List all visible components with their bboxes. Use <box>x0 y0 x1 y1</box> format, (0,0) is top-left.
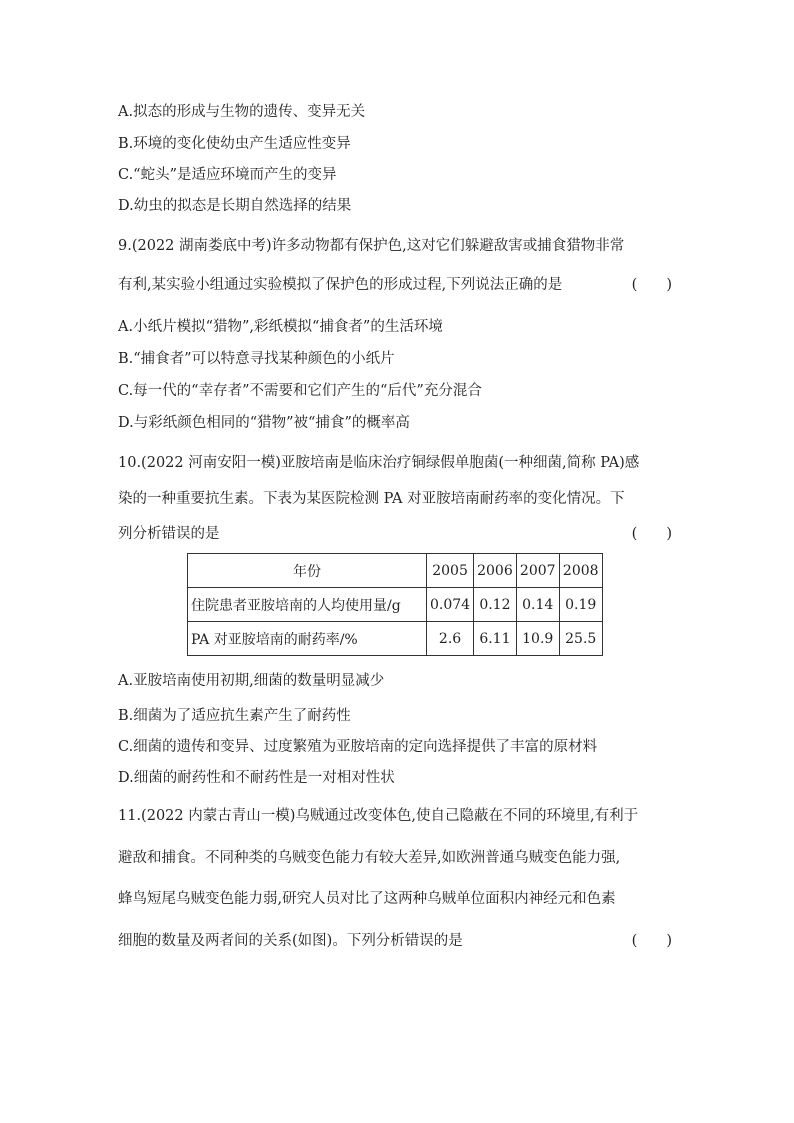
q9-option-b: B.“捕食者”可以特意寻找某种颜色的小纸片 <box>118 351 395 367</box>
table-cell: 6.11 <box>474 622 517 656</box>
table-header-cell: 年份 <box>188 554 427 588</box>
resistance-table <box>187 553 603 656</box>
q10-stem-line2: 染的一种重要抗生素。下表为某医院检测 PA 对亚胺培南耐药率的变化情况。下 <box>118 491 625 507</box>
q10-option-d: D.细菌的耐药性和不耐药性是一对相对性状 <box>118 770 395 786</box>
q10-option-b: B.细菌为了适应抗生素产生了耐药性 <box>118 708 351 724</box>
q10-answer-blank: ( ) <box>631 526 672 542</box>
q11-stem-line2: 避敌和捕食。不同种类的乌贼变色能力有较大差异,如欧洲普通乌贼变色能力强, <box>118 850 621 866</box>
table-header-cell: 2005 <box>427 554 474 588</box>
q8-option-b: B.环境的变化使幼虫产生适应性变异 <box>118 136 351 152</box>
table-cell: 0.12 <box>474 588 517 622</box>
q9-stem-line2: 有利,某实验小组通过实验模拟了保护色的形成过程,下列说法正确的是 <box>118 277 563 293</box>
table-cell: 0.14 <box>516 588 559 622</box>
q9-stem-line2-row <box>118 275 674 295</box>
table-row <box>188 622 603 656</box>
table-header-cell: 2008 <box>559 554 602 588</box>
table-cell: 10.9 <box>516 622 559 656</box>
table-cell: 0.19 <box>559 588 602 622</box>
q10-stem-line3: 列分析错误的是 <box>118 526 220 542</box>
q9-option-a: A.小纸片模拟“猎物”,彩纸模拟“捕食者”的生活环境 <box>118 319 443 335</box>
q11-stem-line3: 蜂鸟短尾乌贼变色能力弱,研究人员对比了这两种乌贼单位面积内神经元和色素 <box>118 891 616 907</box>
q10-stem-line1: 10.(2022 河南安阳一模)亚胺培南是临床治疗铜绿假单胞菌(一种细菌,简称 PA)感 <box>118 455 640 471</box>
q10-option-a: A.亚胺培南使用初期,细菌的数量明显减少 <box>118 673 385 689</box>
table-header-cell: 2007 <box>516 554 559 588</box>
q9-option-d: D.与彩纸颜色相同的“猎物”被“捕食”的概率高 <box>118 415 410 431</box>
q11-stem-line4: 细胞的数量及两者间的关系(如图)。下列分析错误的是 <box>118 933 463 949</box>
q11-stem-line1: 11.(2022 内蒙古青山一模)乌贼通过改变体色,使自己隐蔽在不同的环境里,有利于 <box>118 808 639 824</box>
q11-stem-line4-row <box>118 931 674 951</box>
q8-option-a: A.拟态的形成与生物的遗传、变异无关 <box>118 104 366 120</box>
q11-answer-blank: ( ) <box>631 933 672 949</box>
table-cell: 住院患者亚胺培南的人均使用量/g <box>188 588 427 622</box>
table-cell: 0.074 <box>427 588 474 622</box>
q10-stem-line3-row <box>118 524 674 544</box>
table-cell: 25.5 <box>559 622 602 656</box>
q8-option-d: D.幼虫的拟态是长期自然选择的结果 <box>118 198 352 214</box>
q9-stem-line1: 9.(2022 湖南娄底中考)许多动物都有保护色,这对它们躲避敌害或捕食猎物非常 <box>118 238 625 254</box>
q10-option-c: C.细菌的遗传和变异、过度繁殖为亚胺培南的定向选择提供了丰富的原材料 <box>118 739 598 755</box>
table-cell: 2.6 <box>427 622 474 656</box>
q9-option-c: C.每一代的“幸存者”不需要和它们产生的“后代”充分混合 <box>118 383 482 399</box>
q8-option-c: C.“蛇头”是适应环境而产生的变异 <box>118 167 337 183</box>
table-row <box>188 588 603 622</box>
table-cell: PA 对亚胺培南的耐药率/% <box>188 622 427 656</box>
table-header-row <box>188 554 603 588</box>
table-header-cell: 2006 <box>474 554 517 588</box>
q9-answer-blank: ( ) <box>631 277 672 293</box>
